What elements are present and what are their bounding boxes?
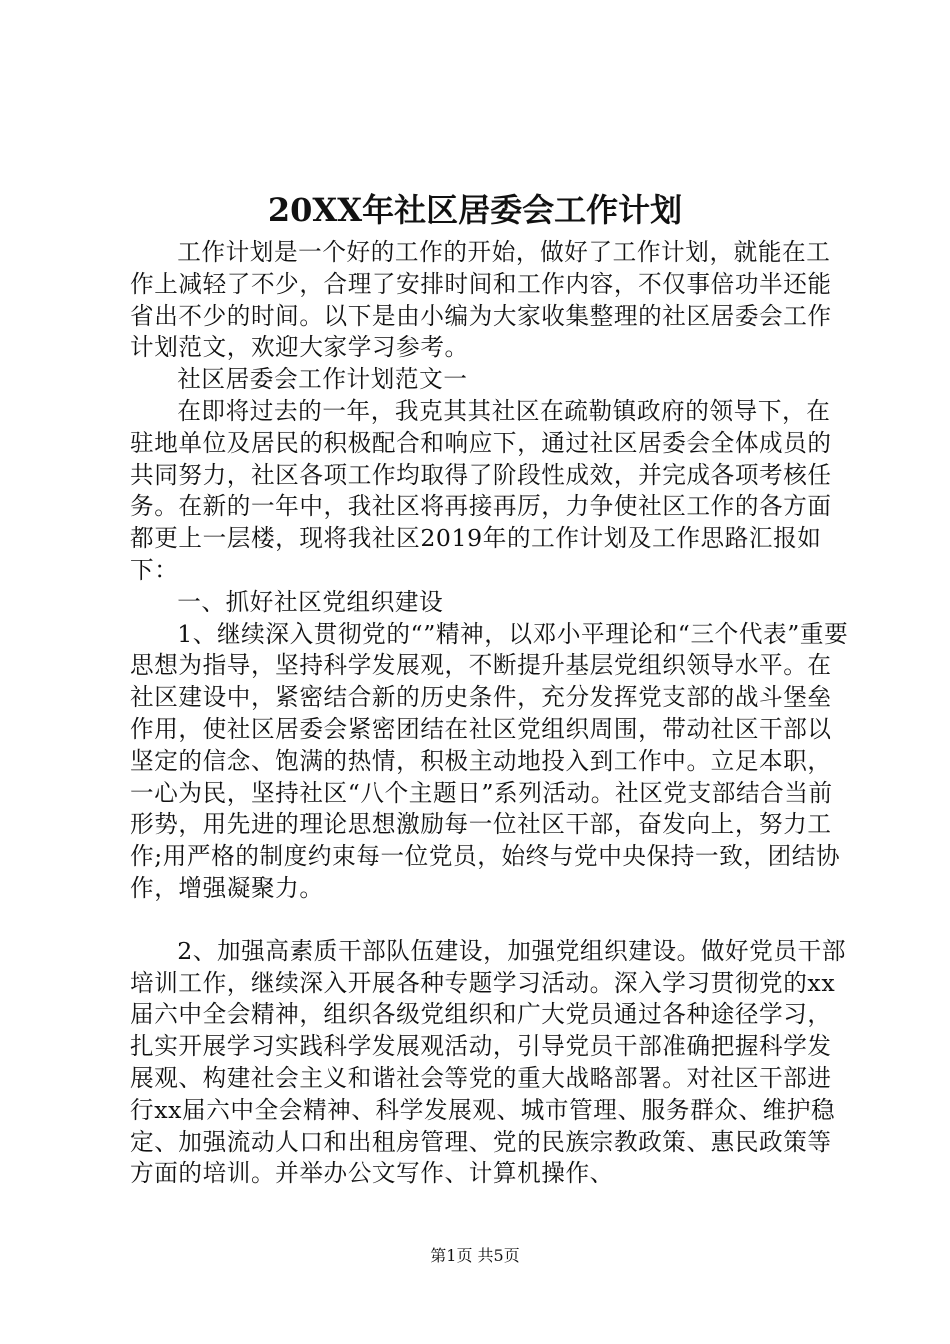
body-paragraph-item-1: 1、继续深入贯彻党的“”精神，以邓小平理论和“三个代表”重要思想为指导，坚持科学发展观，不断提升基层党组织领导水平。在社区建设中，紧密结合新的历史条件，充分发挥党支部的战斗堡垒作用，使社区居委会紧密团结在社区党组织周围，带动社区干部以坚定的信念、饱满的热情，积极主动地投入到工作中。立足本职，一心为民，坚持社区“八个主题日”系列活动。社区党支部结合当前形势，用先进的理论思想激励每一位社区干部，奋发向上，努力工作;用严格的制度约束每一位党员，始终与党中央保持一致，团结协作，增强凝聚力。 xyxy=(130,619,849,902)
document-body xyxy=(130,237,850,1190)
document-title: 20XX年社区居委会工作计划 xyxy=(267,191,683,229)
body-paragraph-item-2: 2、加强高素质干部队伍建设，加强党组织建设。做好党员干部培训工作，继续深入开展各种专题学习活动。深入学习贯彻党的xx届六中全会精神，组织各级党组织和广大党员通过各种途径学习，扎实开展学习实践科学发展观活动，引导党员干部准确把握科学发展观、构建社会主义和谐社会等党的重大战略部署。对社区干部进行xx届六中全会精神、科学发展观、城市管理、服务群众、维护稳定、加强流动人口和出租房管理、党的民族宗教政策、惠民政策等方面的培训。并举办公文写作、计算机操作、 xyxy=(130,936,847,1188)
body-paragraph-overview: 在即将过去的一年，我克其其社区在疏勒镇政府的领导下，在驻地单位及居民的积极配合和响应下，通过社区居委会全体成员的共同努力，社区各项工作均取得了阶段性成效，并完成各项考核任务。在新的一年中，我社区将再接再厉，力争使社区工作的各方面都更上一层楼，现将我社区2019年的工作计划及工作思路汇报如下： xyxy=(130,396,832,584)
page-footer: 第1页 共5页 xyxy=(430,1246,520,1265)
intro-paragraph: 工作计划是一个好的工作的开始，做好了工作计划，就能在工作上减轻了不少，合理了安排时间和工作内容，不仅事倍功半还能省出不少的时间。以下是由小编为大家收集整理的社区居委会工作计划范文，欢迎大家学习参考。 xyxy=(130,238,832,362)
section-heading-sample-one: 社区居委会工作计划范文一 xyxy=(177,365,468,394)
section-heading-party-building: 一、抓好社区党组织建设 xyxy=(177,587,444,616)
